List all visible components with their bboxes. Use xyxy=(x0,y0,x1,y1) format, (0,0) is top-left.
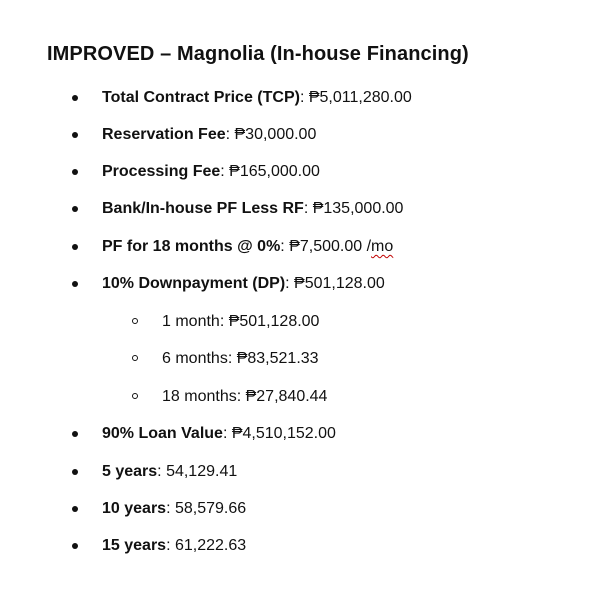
bullet-icon xyxy=(72,95,78,101)
item-value: ₱4,510,152.00 xyxy=(231,425,336,442)
item-value: 61,222.63 xyxy=(174,537,247,554)
spellcheck-flagged-word[interactable]: mo xyxy=(371,238,394,255)
bullet-icon xyxy=(72,169,78,175)
item-value: ₱165,000.00 xyxy=(229,163,320,180)
item-label: 10 years xyxy=(102,500,167,517)
item-value: ₱5,011,280.00 xyxy=(308,89,412,106)
sub-item-text: 1 month: ₱501,128.00 xyxy=(162,313,320,330)
item-label: Total Contract Price (TCP) xyxy=(102,89,300,106)
item-label: Processing Fee xyxy=(102,163,221,180)
item-value: ₱501,128.00 xyxy=(294,275,385,292)
item-label: Reservation Fee xyxy=(102,126,226,143)
sub-item-text: 18 months: ₱27,840.44 xyxy=(162,388,328,405)
item-label: PF for 18 months @ 0% xyxy=(102,238,281,255)
item-value: ₱30,000.00 xyxy=(234,126,317,143)
item-label: 15 years xyxy=(102,537,167,554)
bullet-icon xyxy=(72,244,78,250)
item-value: 58,579.66 xyxy=(174,500,247,517)
sub-item-text: 6 months: ₱83,521.33 xyxy=(162,350,319,367)
hollow-bullet-icon xyxy=(132,355,138,361)
hollow-bullet-icon xyxy=(132,318,138,324)
hollow-bullet-icon xyxy=(132,393,138,399)
bullet-icon xyxy=(72,469,78,475)
item-label: 10% Downpayment (DP) xyxy=(102,275,286,292)
item-label: 90% Loan Value xyxy=(102,425,223,442)
document-title: IMPROVED – Magnolia (In-house Financing) xyxy=(47,43,469,65)
item-label: Bank/In-house PF Less RF xyxy=(102,200,304,217)
item-label: 5 years xyxy=(102,463,158,480)
item-value: 54,129.41 xyxy=(166,463,238,480)
item-value: ₱135,000.00 xyxy=(312,200,404,217)
bullet-icon xyxy=(72,506,78,512)
bullet-icon xyxy=(72,206,78,212)
bullet-icon xyxy=(72,281,78,287)
bullet-icon xyxy=(72,543,78,549)
bullet-icon xyxy=(72,132,78,138)
document-page: IMPROVED – Magnolia (In-house Financing) Total Contract Price (TCP): ₱5,011,280.00 Reservation Fee: ₱30,000.00 Processing Fee: ₱165,000.00 Bank/In-house PF Less RF: ₱135,000.00 PF for 18 months @ 0%: ₱7,500.00 /mo 10% Downpayment (DP): ₱501,128.00 1 month: ₱501,128.00 6 months: ₱83,521.33 18 months: ₱27,840.44 90% Loan Value: ₱4,510,152.00 5 years: 54,129.41 10 years: 58,579.66 15 years: 61,222.63 xyxy=(47,43,469,554)
bullet-icon xyxy=(72,431,78,437)
item-value: ₱7,500.00 / xyxy=(289,238,372,255)
